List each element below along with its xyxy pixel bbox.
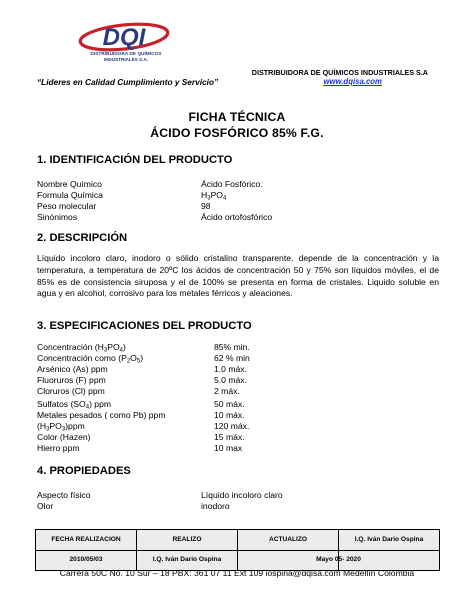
value-molecular-weight: 98: [201, 201, 211, 211]
revision-table: [35, 529, 440, 571]
value-concentration-p2o5: 62 % min: [214, 353, 250, 363]
value-fluorides: 5.0 máx.: [214, 375, 247, 385]
logo-text: DQI: [102, 24, 146, 51]
label-concentration-h3po4: Concentración $(H_3PO_4)$: [37, 342, 126, 354]
section-heading-specifications: 3. ESPECIFICACIONES DEL PRODUCTO: [37, 320, 252, 332]
value-iron: 10 max: [214, 443, 243, 453]
label-chemical-formula: Formula Química: [37, 190, 103, 200]
value-chlorides: 2 máx.: [214, 386, 240, 396]
label-chemical-name: Nombre Químico: [37, 179, 102, 189]
label-color-hazen: Color (Hazen): [37, 432, 91, 442]
section-heading-description: 2. DESCRIPCIÓN: [37, 232, 128, 244]
label-appearance: Aspecto físico: [37, 490, 91, 500]
description-paragraph: Líquido incoloro claro, inodoro o sólido cristalino transparente, depende de la concentración y la temperatura, a temperatura de 20ºC los ácidos de concentración 50 y 75% son líquidos móviles, el de 85% es de consistencia siruposa y el de 100% se presenta en forma de cristales. Liquido soluble en agua y en alcohol, corrosivo para los metales férricos y aleaciones.: [37, 253, 439, 299]
slogan: “Lideres en Calidad Cumplimiento y Servicio”: [37, 77, 219, 87]
label-iron: Hierro ppm: [37, 443, 80, 453]
label-molecular-weight: Peso molecular: [37, 201, 97, 211]
header-date-created: FECHA REALIZACION: [51, 536, 121, 543]
logo-subtitle-2: INDUSTRIALES S.A.: [103, 57, 149, 62]
website-link[interactable]: www.dqisa.com: [323, 77, 382, 86]
value-chemical-name: Ácido Fosfórico.: [201, 179, 263, 189]
footer-address: Carrera 50C No. 10 Sur – 18 PBX: 361 07 11 Ext 109 iospina@dqisa.com Medellín Colombia: [59, 568, 415, 578]
label-synonyms: Sinónimos: [37, 212, 78, 222]
value-appearance: Líquido incoloro claro: [201, 490, 283, 500]
value-color-hazen: 15 máx.: [214, 432, 245, 442]
section-heading-properties: 4. PROPIEDADES: [37, 465, 131, 477]
value-h3po3: 120 máx.: [214, 421, 250, 431]
label-concentration-p2o5: Concentración como $(P_2O_5)$: [37, 353, 144, 365]
value-update-date: Mayo 05- 2020: [316, 556, 361, 563]
header-made-by: REALIZO: [172, 536, 202, 543]
label-h3po3: $(H_3PO_3)ppm$: [37, 421, 85, 433]
value-odor: inodoro: [201, 501, 230, 511]
value-synonyms: Ácido ortofosfórico: [201, 212, 273, 222]
value-heavy-metals: 10 máx.: [214, 410, 245, 420]
updated-by-name: I.Q. Iván Dario Ospina: [354, 536, 424, 543]
document-title: FICHA TÉCNICA: [188, 110, 286, 124]
value-made-by: I.Q. Iván Darío Ospina: [152, 556, 222, 563]
label-sulfates: Sulfatos $(SO_4)$ ppm: [37, 399, 112, 411]
value-sulfates: 50 máx.: [214, 399, 245, 409]
label-heavy-metals: Metales pesados ( como Pb) ppm: [37, 410, 166, 420]
product-title: ÁCIDO FOSFÓRICO 85% F.G.: [150, 126, 324, 140]
label-arsenic: Arsénico (As) ppm: [37, 364, 108, 374]
label-odor: Olor: [37, 501, 54, 511]
value-chemical-formula: $H_3PO_4$: [201, 190, 227, 202]
value-date-created: 2010/05/03: [69, 556, 103, 563]
logo-subtitle-1: DISTRIBUIDORA DE QUÍMICOS: [90, 51, 162, 56]
section-heading-identification: 1. IDENTIFICACIÓN DEL PRODUCTO: [37, 154, 233, 166]
label-fluorides: Fluoruros (F) ppm: [37, 375, 106, 385]
value-concentration-h3po4: 85% min.: [214, 342, 250, 352]
company-logo: [78, 22, 170, 70]
header-updated-by: ACTUALIZO: [268, 536, 308, 543]
value-arsenic: 1.0 máx.: [214, 364, 247, 374]
label-chlorides: Cloruros (Cl) ppm: [37, 386, 105, 396]
company-name: DISTRIBUIDORA DE QUÍMICOS INDUSTRIALES S.A: [251, 68, 428, 77]
